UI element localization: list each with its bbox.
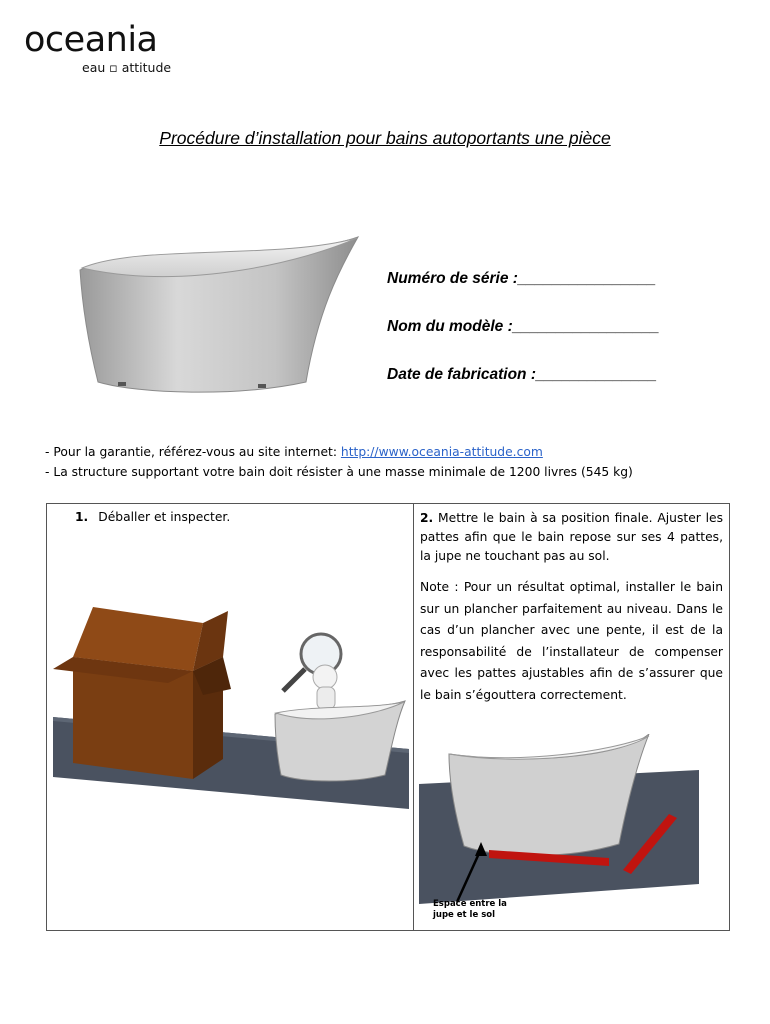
step-1-number: 1. [75, 510, 89, 524]
notes [45, 442, 633, 482]
step-2-note: Note : Pour un résultat optimal, installer le bain sur un plancher parfaitement au niveau. Dans le cas d’un plancher avec une pente, il est de la responsabilité de l’installateur de compenser avec les pattes ajustables afin de s’assurer que le bain s’égouttera correctement. [420, 580, 723, 702]
step-2 [420, 509, 723, 706]
model-name-field: Nom du modèle :_________________ [387, 318, 660, 335]
product-info-fields [387, 270, 659, 414]
manufacture-date-field: Date de fabrication :______________ [387, 366, 657, 383]
structure-note: - La structure supportant votre bain doit résister à une masse minimale de 1200 livres (545 kg) [45, 465, 633, 479]
brand-logo [24, 20, 172, 75]
website-link[interactable]: http://www.oceania-attitude.com [340, 445, 543, 459]
step-1-heading [75, 510, 230, 524]
gap-caption: Espace entre la jupe et le sol [433, 899, 507, 920]
brand-tagline: eau ▫ attitude [82, 60, 172, 75]
serial-number-field: Numéro de série :________________ [387, 270, 656, 287]
steps-table [46, 503, 730, 931]
warranty-note: - Pour la garantie, référez-vous au site internet: http://www.oceania-attitude.com [45, 445, 543, 459]
step-2-text: 2. Mettre le bain à sa position finale. Ajuster les pattes afin que le bain repose sur ses 4 pattes, la jupe ne touchant pas au sol. [420, 511, 724, 563]
brand-name: oceania [24, 20, 158, 60]
unboxing-illustration [53, 599, 409, 809]
bathtub-illustration [68, 232, 360, 402]
step-1-text: Déballer et inspecter. [98, 510, 231, 524]
page-title: Procédure d’installation pour bains autoportants une pièce [159, 128, 611, 148]
column-divider [413, 504, 414, 930]
